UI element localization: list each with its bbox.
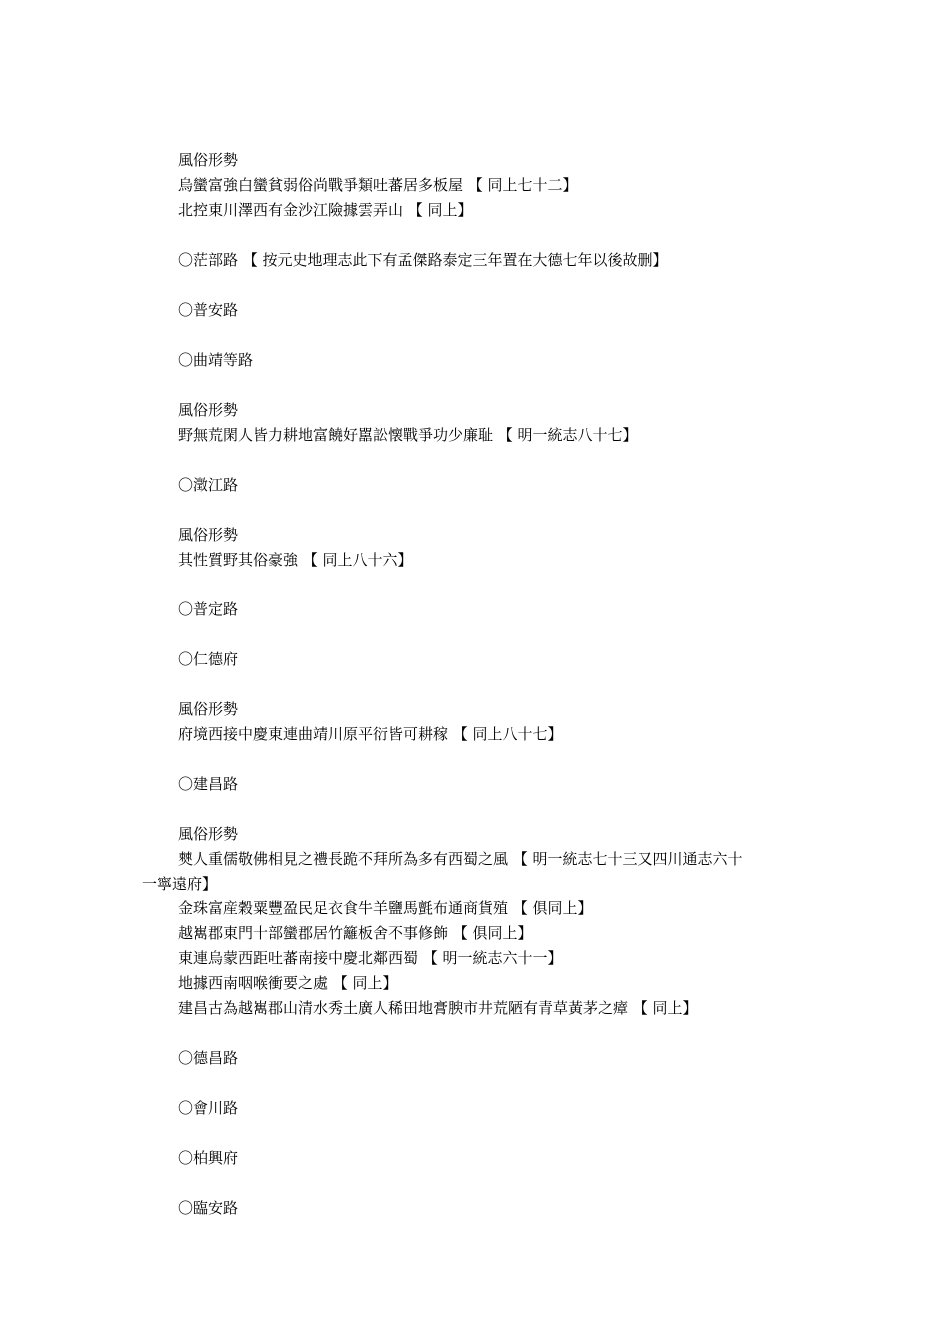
route-heading-chengjiang: 〇澂江路	[178, 476, 239, 494]
text-line: 建昌古為越嶲郡山清水秀土廣人稀田地膏腴市井荒陋有青草黃茅之瘴 【 同上】	[178, 999, 698, 1017]
section-heading-customs: 風俗形勢	[178, 151, 239, 169]
text-line: 府境西接中慶東連曲靖川原平衍皆可耕稼 【 同上八十七】	[178, 725, 563, 743]
route-heading-linan: 〇臨安路	[178, 1199, 239, 1217]
route-heading-jianchang: 〇建昌路	[178, 775, 239, 793]
route-heading-puan: 〇普安路	[178, 301, 239, 319]
text-line: 越嶲郡東門十部蠻郡居竹籬板舍不事修飾 【 俱同上】	[178, 924, 533, 942]
route-heading-dechang: 〇德昌路	[178, 1049, 239, 1067]
text-line: 東連烏蒙西距吐蕃南接中慶北鄰西蜀 【 明一統志六十一】	[178, 949, 563, 967]
route-heading-huichuan: 〇會川路	[178, 1099, 239, 1117]
text-line: 北控東川澤西有金沙江險據雲弄山 【 同上】	[178, 201, 473, 219]
text-line: 僰人重儒敬佛相見之禮長跪不拜所為多有西蜀之風 【 明一統志七十三又四川通志六十	[178, 850, 743, 868]
text-line: 地據西南咽喉衝要之處 【 同上】	[178, 974, 398, 992]
section-heading-customs: 風俗形勢	[178, 401, 239, 419]
route-heading-qujing: 〇曲靖等路	[178, 351, 254, 369]
section-heading-customs: 風俗形勢	[178, 700, 239, 718]
route-heading-rende: 〇仁德府	[178, 650, 239, 668]
route-heading-mangbu: 〇茫部路 【 按元史地理志此下有孟傑路泰定三年置在大德七年以後故删】	[178, 251, 668, 269]
text-line: 烏蠻富強白蠻貧弱俗尚戰爭類吐蕃居多板屋 【 同上七十二】	[178, 176, 578, 194]
section-heading-customs: 風俗形勢	[178, 825, 239, 843]
route-heading-baixing: 〇柏興府	[178, 1149, 239, 1167]
text-line: 其性質野其俗豪強 【 同上八十六】	[178, 551, 413, 569]
route-heading-puding: 〇普定路	[178, 600, 239, 618]
text-line: 野無荒閑人皆力耕地富饒好嚚訟懐戰爭功少廉耻 【 明一統志八十七】	[178, 426, 638, 444]
section-heading-customs: 風俗形勢	[178, 526, 239, 544]
text-line-continuation: 一寧遠府】	[142, 875, 218, 893]
text-line: 金珠富産穀粟豐盈民足衣食牛羊鹽馬氈布通商貨殖 【 俱同上】	[178, 899, 593, 917]
